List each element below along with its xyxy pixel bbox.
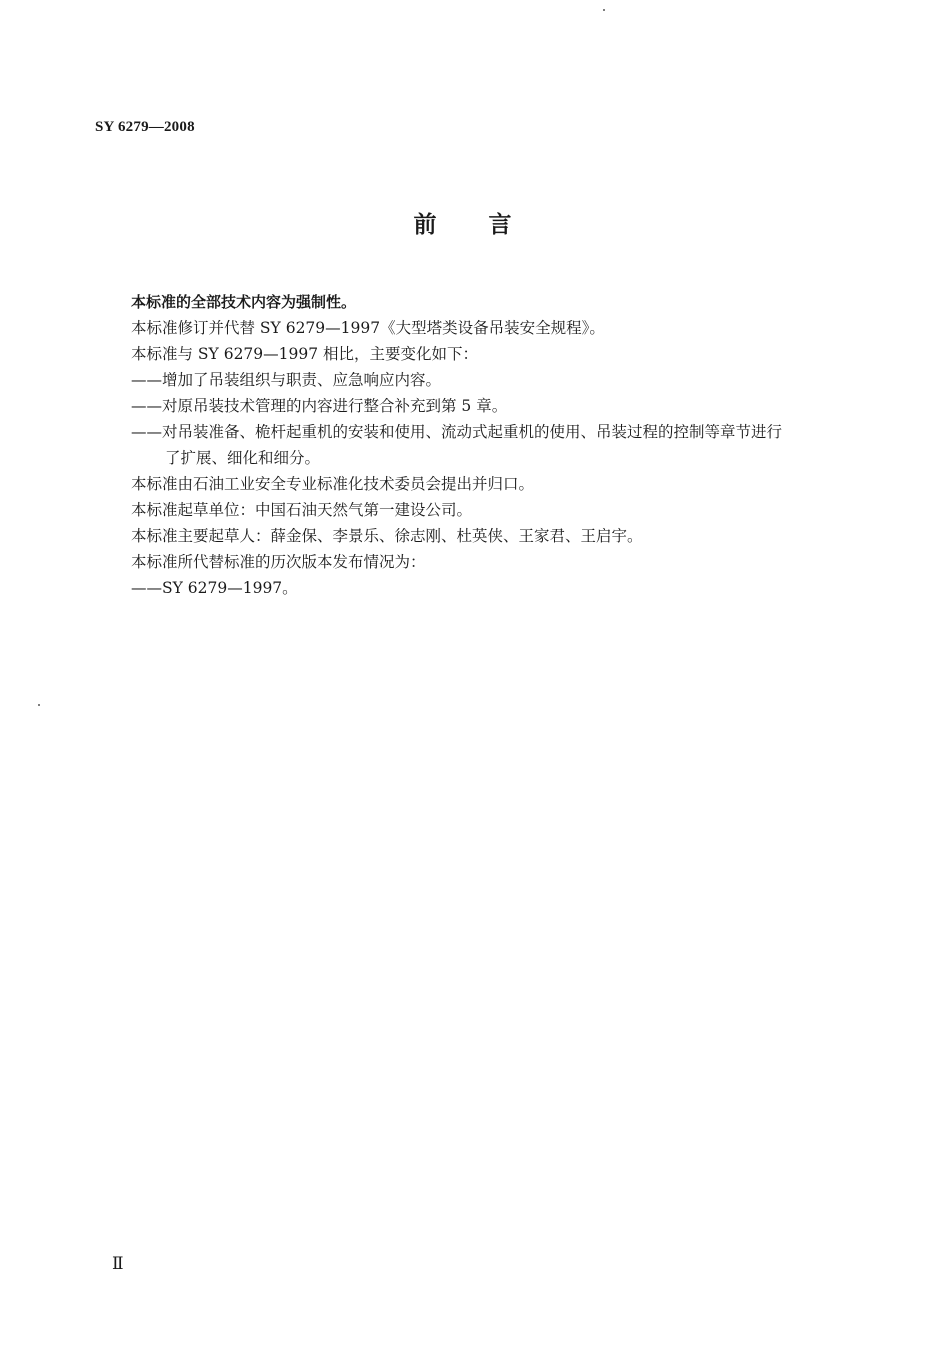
previous-edition-item: ——SY 6279—1997。 (131, 579, 298, 597)
scan-speck (38, 704, 40, 706)
paragraph-previous-editions: 本标准所代替标准的历次版本发布情况为： (131, 553, 426, 571)
mandatory-statement: 本标准的全部技术内容为强制性。 (131, 293, 357, 311)
standard-code: SY 6279—2008 (95, 119, 195, 135)
change-item-3: ——对吊装准备、桅杆起重机的安装和使用、流动式起重机的使用、吊装过程的控制等章节进行 (131, 423, 783, 441)
paragraph-drafting-unit: 本标准起草单位：中国石油天然气第一建设公司。 (131, 501, 473, 519)
page-number: Ⅱ (112, 1254, 124, 1273)
scan-speck (603, 9, 605, 11)
paragraph-replaces: 本标准修订并代替 SY 6279—1997《大型塔类设备吊装安全规程》。 (131, 319, 605, 337)
change-item-3-continued: 了扩展、细化和细分。 (165, 449, 321, 467)
foreword-body (131, 289, 851, 601)
paragraph-drafters: 本标准主要起草人：薛金保、李景乐、徐志刚、杜英侠、王家君、王启宇。 (131, 527, 643, 545)
paragraph-changes-intro: 本标准与 SY 6279—1997 相比，主要变化如下： (131, 345, 479, 363)
change-item-1: ——增加了吊装组织与职责、应急响应内容。 (131, 371, 442, 389)
page-title: 前言 (413, 212, 564, 238)
paragraph-proposed-by: 本标准由石油工业安全专业标准化技术委员会提出并归口。 (131, 475, 535, 493)
change-item-2: ——对原吊装技术管理的内容进行整合补充到第 5 章。 (131, 397, 508, 415)
